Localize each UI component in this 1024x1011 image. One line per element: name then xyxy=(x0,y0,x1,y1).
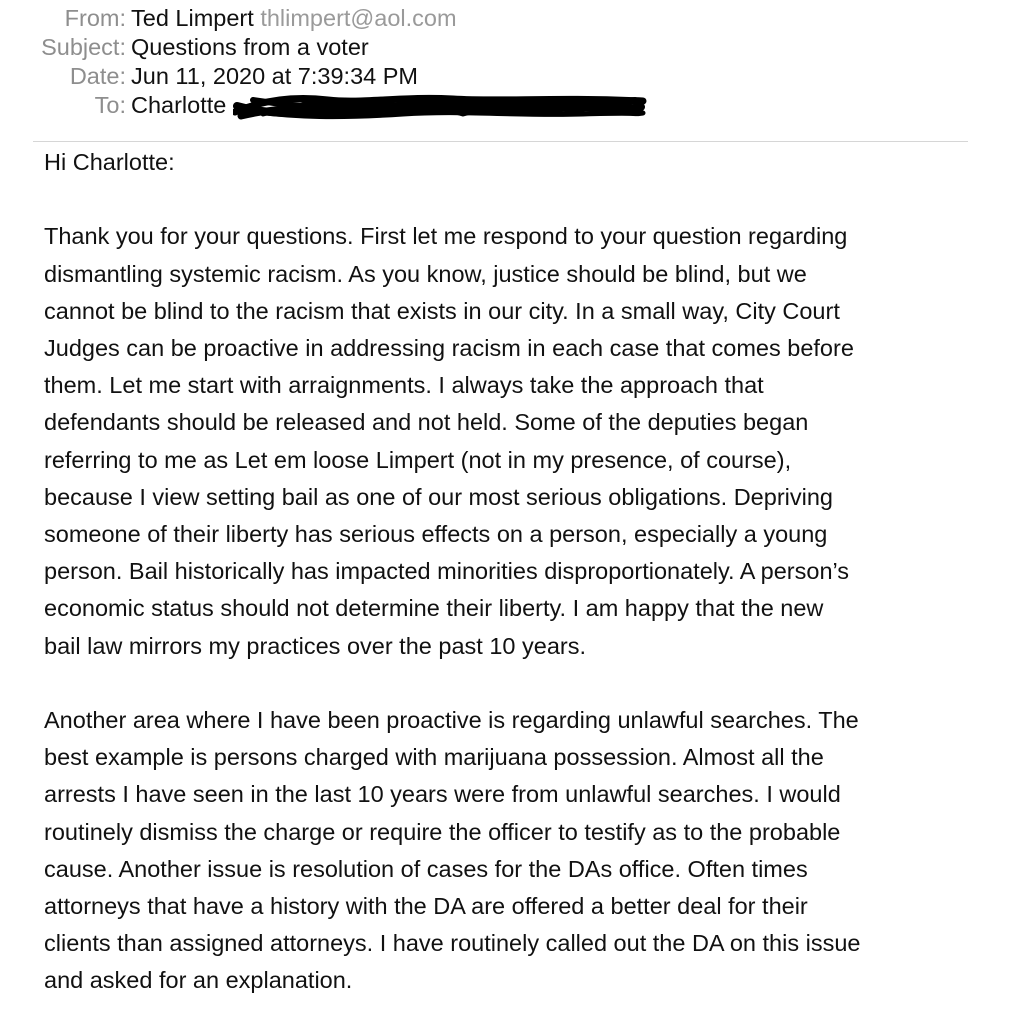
body-line: Judges can be proactive in addressing racism in each case that comes before xyxy=(44,335,854,361)
subject-label: Subject: xyxy=(41,34,126,60)
body-line: bail law mirrors my practices over the past 10 years. xyxy=(44,632,586,659)
body-line: person. Bail historically has impacted minorities disproportionately. A person’s xyxy=(44,558,850,585)
subject-row xyxy=(0,33,1024,62)
body-line: and asked for an explanation. xyxy=(44,967,353,994)
blank-line xyxy=(44,665,1004,702)
body-line: cannot be blind to the racism that exists in our city. In a small way, City Court xyxy=(44,297,840,324)
subject-value: Questions from a voter xyxy=(131,34,369,60)
body-line: attorneys that have a history with the DA are offered a better deal for their xyxy=(44,893,808,920)
email-header xyxy=(0,4,1024,120)
body-line: Another area where I have been proactive is regarding unlawful searches. The xyxy=(44,707,859,734)
body-line: defendants should be released and not held. Some of the deputies began xyxy=(44,409,809,436)
body-line: clients than assigned attorneys. I have routinely called out the DA on this issue xyxy=(44,930,861,957)
body-line: someone of their liberty has serious effects on a person, especially a young xyxy=(44,521,828,548)
body-line: cause. Another issue is resolution of cases for the DAs office. Often times xyxy=(44,855,808,882)
body-line: routinely dismiss the charge or require the officer to testify as to the probable xyxy=(44,818,841,845)
redaction-scribble xyxy=(233,92,648,120)
email-body xyxy=(44,144,1004,1000)
body-line: Thank you for your questions. First let me respond to your question regarding xyxy=(44,223,848,250)
body-line: best example is persons charged with marijuana possession. Almost all the xyxy=(44,744,824,771)
header-divider xyxy=(33,141,968,142)
from-value[interactable] xyxy=(131,4,457,33)
body-line: them. Let me start with arraignments. I always take the approach that xyxy=(44,372,764,399)
paragraph-1 xyxy=(44,218,1004,664)
blank-line xyxy=(44,181,1004,218)
date-label: Date: xyxy=(69,63,126,89)
to-row xyxy=(0,91,1024,120)
paragraph-2 xyxy=(44,702,1004,1000)
date-row xyxy=(0,62,1024,91)
date-value: Jun 11, 2020 at 7:39:34 PM xyxy=(131,63,418,89)
from-label: From: xyxy=(64,5,126,31)
greeting: Hi Charlotte: xyxy=(44,149,175,175)
body-line: economic status should not determine their liberty. I am happy that the new xyxy=(44,595,824,622)
body-line: referring to me as Let em loose Limpert (not in my presence, of course), xyxy=(44,446,792,473)
sender-email[interactable]: thlimpert@aol.com xyxy=(260,5,457,31)
recipient-name[interactable]: Charlotte xyxy=(131,92,227,118)
body-line: because I view setting bail as one of our most serious obligations. Depriving xyxy=(44,483,833,510)
sender-name[interactable]: Ted Limpert xyxy=(131,5,254,31)
body-line: dismantling systemic racism. As you know, justice should be blind, but we xyxy=(44,260,807,287)
to-label: To: xyxy=(94,92,126,118)
body-line: arrests I have seen in the last 10 years were from unlawful searches. I would xyxy=(44,781,841,808)
from-row xyxy=(0,4,1024,33)
